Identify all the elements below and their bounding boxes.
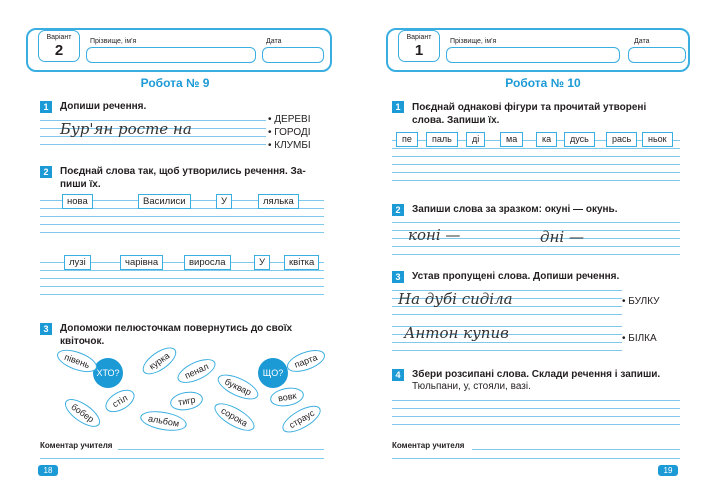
word-card[interactable]: лялька (258, 194, 299, 209)
petal-word[interactable]: альбом (139, 408, 189, 434)
variant-label: Варіант (46, 34, 72, 41)
task-text-line1: Поєднай однакові фігури та прочитай утворені (412, 102, 647, 113)
petal-word[interactable]: сорока (210, 398, 258, 436)
shape-word[interactable]: дусь (564, 132, 595, 147)
option-bilka: • БІЛКА (622, 333, 657, 344)
word-card[interactable]: нова (62, 194, 93, 209)
word-card[interactable]: Василиси (138, 194, 191, 209)
comment-line (40, 458, 324, 459)
option-deревi: • ДЕРЕВІ (268, 114, 311, 125)
handwritten-text: дні — (540, 228, 584, 246)
writing-lines (392, 400, 680, 432)
petal-word[interactable]: буквар (214, 370, 262, 405)
page-title: Робота № 9 (140, 76, 210, 90)
page-title: Робота № 10 (505, 76, 581, 90)
task-number: 4 (392, 369, 404, 381)
task-text: Збери розсипані слова. Склади речення і запиши. (412, 369, 661, 380)
task-number: 1 (392, 101, 404, 113)
handwritten-text: Бур'ян росте на (60, 120, 192, 138)
date-label: Дата (634, 38, 650, 45)
writing-lines (392, 140, 680, 188)
what-circle: ЩО? (258, 358, 288, 388)
handwritten-text: Антон купив (404, 324, 509, 342)
shape-word[interactable]: пе (396, 132, 418, 147)
task-number: 3 (392, 271, 404, 283)
variant-box (398, 30, 440, 62)
comment-line[interactable] (118, 449, 324, 450)
page-number: 18 (38, 465, 58, 476)
right-page (368, 0, 718, 487)
variant-number: 1 (414, 42, 424, 59)
option-klumbi: • КЛУМБІ (268, 140, 311, 151)
word-card[interactable]: квітка (284, 255, 319, 270)
option-bulku: • БУЛКУ (622, 296, 660, 307)
shape-word[interactable]: ма (500, 132, 523, 147)
variant-box (38, 30, 80, 62)
task-text-line1: Поєднай слова так, щоб утворились речення. За- (60, 166, 306, 177)
variant-label: Варіант (406, 34, 432, 41)
petal-word[interactable]: тигр (169, 389, 205, 413)
shape-word[interactable]: рась (606, 132, 637, 147)
task-text: Устав пропущені слова. Допиши речення. (412, 271, 620, 282)
petal-word[interactable]: бобер (61, 394, 105, 432)
teacher-comment-label: Коментар учителя (392, 441, 465, 450)
word-card[interactable]: чарівна (120, 255, 163, 270)
comment-line[interactable] (472, 449, 680, 450)
task-text-line2: слова. Запиши їх. (412, 115, 500, 126)
name-label: Прізвище, ім'я (450, 38, 497, 45)
petal-word[interactable]: парта (284, 346, 327, 376)
shape-word[interactable]: ка (536, 132, 557, 147)
task-text: Запиши слова за зразком: окуні — окунь. (412, 204, 618, 215)
petal-word[interactable]: курка (138, 343, 180, 380)
petal-word[interactable]: вовк (269, 385, 306, 409)
name-label: Прізвище, ім'я (90, 38, 137, 45)
word-card[interactable]: У (254, 255, 270, 270)
date-field[interactable] (262, 47, 324, 63)
word-card[interactable]: виросла (184, 255, 231, 270)
comment-line (392, 458, 680, 459)
petal-word[interactable]: стіл (102, 385, 139, 417)
student-header (26, 28, 332, 72)
task-number: 3 (40, 323, 52, 335)
page-number: 19 (658, 465, 678, 476)
task-number: 2 (40, 166, 52, 178)
handwritten-text: На дубі сиділа (398, 290, 513, 308)
word-card[interactable]: У (216, 194, 232, 209)
name-field[interactable] (86, 47, 256, 63)
task-number: 1 (40, 101, 52, 113)
petal-word[interactable]: страус (278, 400, 325, 437)
task-number: 2 (392, 204, 404, 216)
date-label: Дата (266, 38, 282, 45)
left-page (0, 0, 350, 487)
task-text-line2: квіточок. (60, 336, 105, 347)
petal-word[interactable]: пенал (174, 354, 219, 388)
scrambled-words: Тюльпани, у, стояли, вазі. (412, 381, 531, 392)
shape-word[interactable]: ді (466, 132, 485, 147)
task-text-line1: Допоможи пелюсточкам повернутись до своїх (60, 323, 293, 334)
task-text-line2: пиши їх. (60, 179, 101, 190)
student-header (386, 28, 690, 72)
petal-word[interactable]: півень (54, 345, 100, 376)
name-field[interactable] (446, 47, 620, 63)
word-card[interactable]: лузі (64, 255, 91, 270)
variant-number: 2 (54, 42, 64, 59)
teacher-comment-label: Коментар учителя (40, 441, 113, 450)
date-field[interactable] (628, 47, 686, 63)
task-text: Допиши речення. (60, 101, 147, 112)
who-circle: ХТО? (93, 358, 123, 388)
shape-word[interactable]: ньок (642, 132, 673, 147)
shape-word[interactable]: паль (426, 132, 458, 147)
option-gorodi: • ГОРОДІ (268, 127, 311, 138)
handwritten-text: коні — (408, 226, 461, 244)
